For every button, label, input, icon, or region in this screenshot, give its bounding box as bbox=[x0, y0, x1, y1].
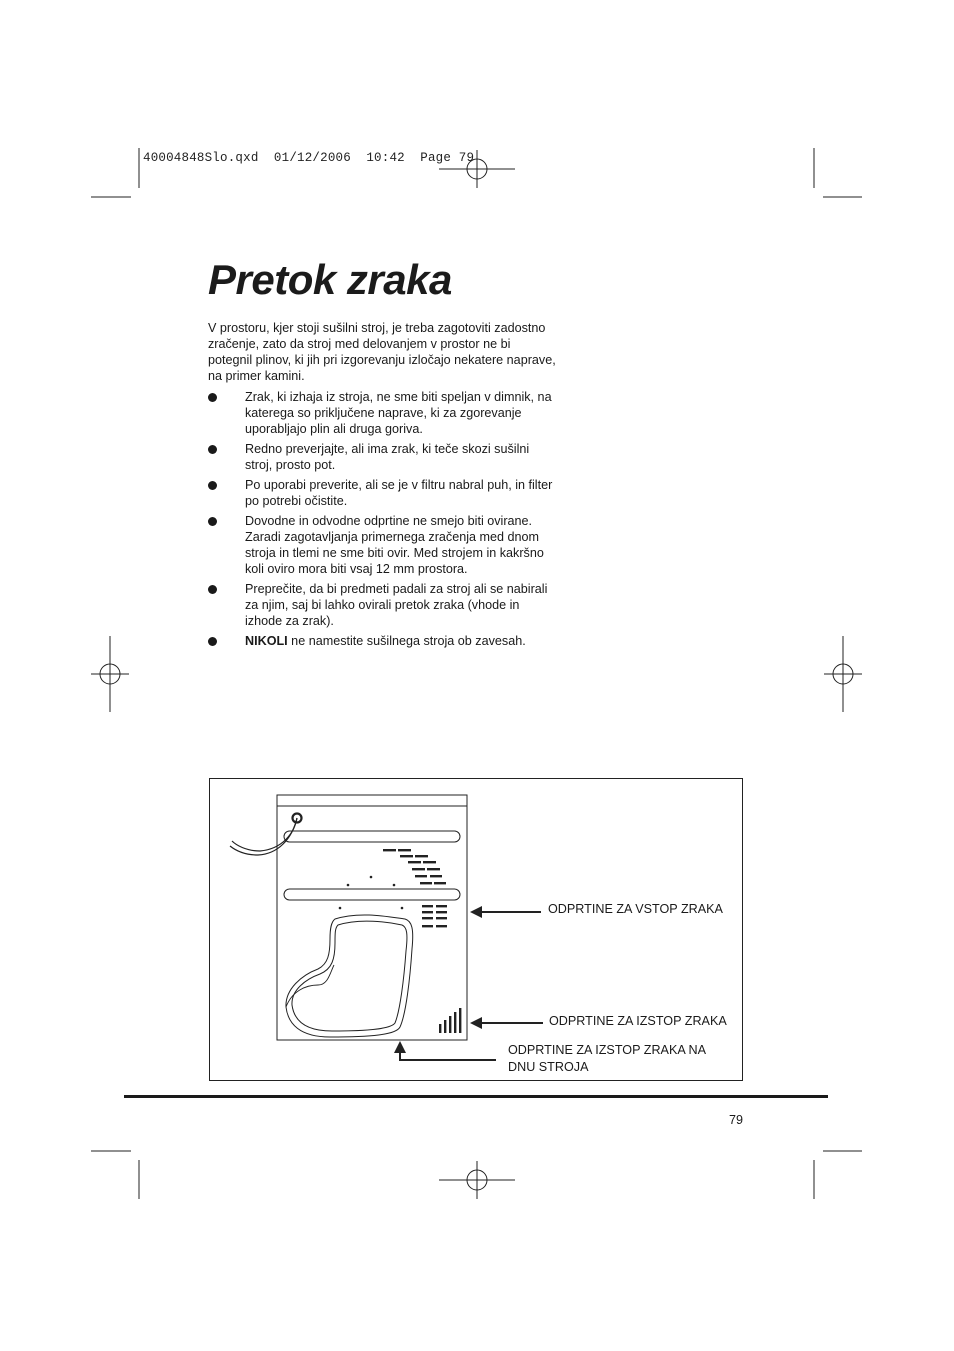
arrow-bottom bbox=[400, 1047, 496, 1060]
registration-mark-bottom bbox=[439, 1161, 515, 1199]
list-item: Po uporabi preverite, ali se je v filtru nabral puh, in filter po potrebi očistite. bbox=[208, 477, 558, 509]
bullet-icon bbox=[208, 393, 217, 402]
vent-slots-inlet bbox=[422, 905, 447, 927]
bullet-list bbox=[208, 389, 558, 653]
bullet-icon bbox=[208, 637, 217, 646]
intro-paragraph: V prostoru, kjer stoji sušilni stroj, je treba zagotoviti zadostno zračenje, zato da stroj med delovanjem v prostor ne bi potegnil plinov, ki jih pri izgorevanju izločajo nekatere naprave, na primer kamini. bbox=[208, 321, 556, 383]
filter-strip bbox=[284, 889, 460, 900]
page-title: Pretok zraka bbox=[208, 256, 452, 303]
registration-mark-right bbox=[824, 636, 862, 712]
list-item: Zrak, ki izhaja iz stroja, ne sme biti speljan v dimnik, na katerega so priključene naprave, ki za zgorevanje uporabljajo plin ali druga goriva. bbox=[208, 389, 558, 437]
label-air-outlet: ODPRTINE ZA IZSTOP ZRAKA bbox=[549, 1014, 727, 1028]
arrowheads bbox=[394, 906, 482, 1053]
bullet-icon bbox=[208, 445, 217, 454]
file-slug: 40004848Slo.qxd 01/12/2006 10:42 Page 79 bbox=[143, 151, 475, 165]
vent-slots-outlet bbox=[439, 1008, 461, 1033]
bullet-icon bbox=[208, 481, 217, 490]
list-item: Preprečite, da bi predmeti padali za stroj ali se nabirali za njim, saj bi lahko ovirali pretok zraka (vhode in izhode za zrak). bbox=[208, 581, 558, 629]
label-air-inlet: ODPRTINE ZA VSTOP ZRAKA bbox=[548, 902, 723, 916]
footer-rule bbox=[124, 1095, 828, 1098]
dryer-illustration bbox=[210, 779, 744, 1082]
list-item: Dovodne in odvodne odprtine ne smejo biti ovirane. Zaradi zagotavljanja primernega zračenja med dnom stroja in tlemi ne sme biti ovir. Med strojem in kakršno koli oviro mora biti vsaj 12 mm prostora. bbox=[208, 513, 558, 577]
airflow-figure bbox=[209, 778, 743, 1081]
label-bottom-outlet: ODPRTINE ZA IZSTOP ZRAKA NA DNU STROJA bbox=[508, 1043, 706, 1074]
list-item: Redno preverjajte, ali ima zrak, ki teče skozi sušilni stroj, prosto pot. bbox=[208, 441, 558, 473]
indicator-dots bbox=[339, 876, 404, 910]
registration-mark-left bbox=[91, 636, 129, 712]
bullet-icon bbox=[208, 517, 217, 526]
bullet-icon bbox=[208, 585, 217, 594]
control-panel-strip bbox=[284, 831, 460, 842]
list-item: NIKOLI ne namestite sušilnega stroja ob zavesah. bbox=[208, 633, 558, 649]
page-number: 79 bbox=[729, 1113, 744, 1127]
vent-slots-upper bbox=[383, 849, 446, 884]
